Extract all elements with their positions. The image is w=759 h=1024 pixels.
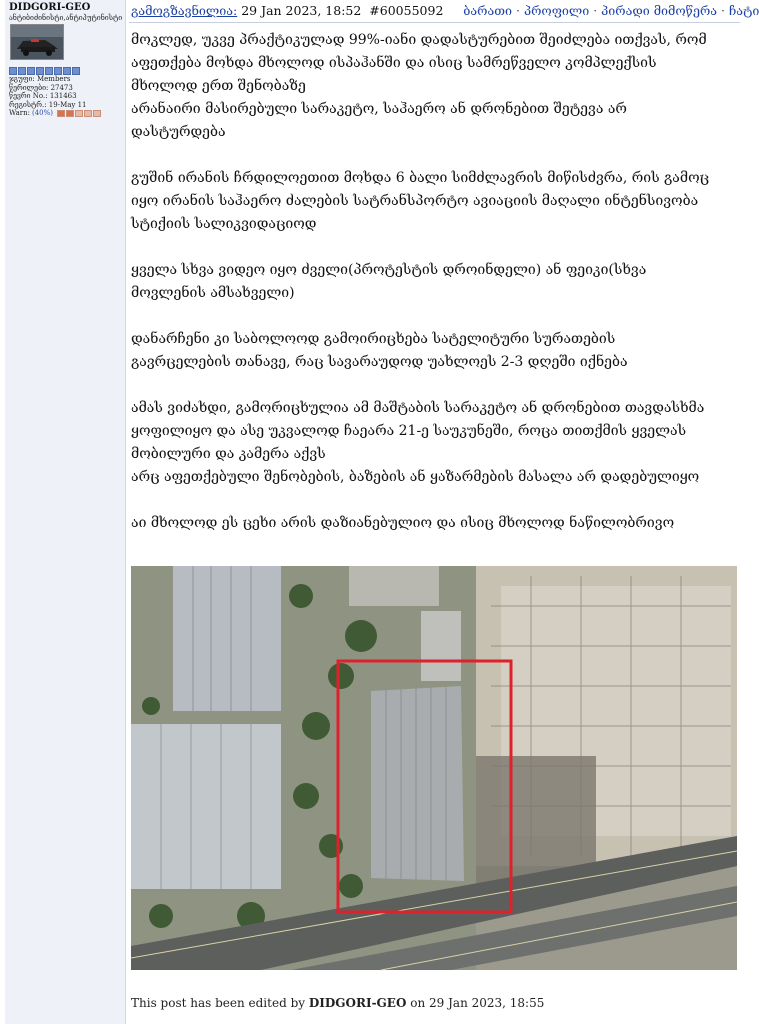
rank-pip bbox=[18, 67, 26, 75]
rank-pip bbox=[72, 67, 80, 75]
post-date: 29 Jan 2023, 18:52 bbox=[241, 3, 362, 18]
post-line: აი მხოლოდ ეს ცეხი არის დაზიანებულიო და ისიც მხოლოდ ნაწილობრივო bbox=[131, 515, 675, 531]
post-line: მობილური და კამერა აქვს bbox=[131, 446, 326, 462]
warn-segment bbox=[66, 110, 74, 117]
rank-pip bbox=[63, 67, 71, 75]
post-line: დასტურდება bbox=[131, 124, 226, 140]
edit-note-on: on bbox=[410, 996, 426, 1010]
author-stats bbox=[9, 75, 101, 118]
post-line: მოკლედ, უკვე პრაქტიკულად 99%-იანი დადასტურებით შეიძლება ითქვას, რომ bbox=[131, 32, 707, 48]
warn-level-bar bbox=[57, 110, 101, 117]
separator: · bbox=[515, 3, 520, 18]
author-member-no: წევრი No.: 131463 bbox=[9, 92, 77, 101]
author-posts: წერილები: 27473 bbox=[9, 83, 73, 92]
paragraph-gap bbox=[131, 144, 741, 167]
post-line: მხოლოდ ერთ შენობაზე bbox=[131, 78, 306, 94]
rank-pip bbox=[36, 67, 44, 75]
post-header bbox=[131, 3, 759, 18]
posted-label[interactable]: გამოგზავნილია: bbox=[131, 3, 238, 18]
author-sidebar bbox=[5, 0, 126, 1024]
edit-note-editor[interactable]: DIDGORI-GEO bbox=[308, 996, 407, 1010]
post-body bbox=[131, 29, 741, 535]
satellite-image[interactable] bbox=[131, 566, 737, 970]
post-line: ყველა სხვა ვიდეო იყო ძველი(პროტესტის დროინდელი) ან ფეიკი(სხვა bbox=[131, 262, 647, 278]
post-line: დანარჩენი კი საბოლოოდ გამოირიცხება სატელიტური სურათების bbox=[131, 331, 616, 347]
post-line: აფეთქება მოხდა მხოლოდ ისპაჰანში და ისიც სამრეწველო კომპლექსის bbox=[131, 55, 657, 71]
link-card[interactable]: ბარათი bbox=[463, 3, 512, 18]
post-line: არანაირი მასირებული სარაკეტო, საჰაერო ან დრონებით შეტევა არ bbox=[131, 101, 627, 117]
rank-pip bbox=[45, 67, 53, 75]
link-profile[interactable]: პროფილი bbox=[523, 3, 590, 18]
post-line: გავრცელების თანავე, რაც სავარაუდოდ უახლოეს 2-3 დღეში იქნება bbox=[131, 354, 628, 370]
rank-pips bbox=[9, 67, 80, 75]
warn-segment bbox=[84, 110, 92, 117]
paragraph-gap bbox=[131, 305, 741, 328]
warn-label: Warn: bbox=[9, 109, 30, 118]
warn-segment bbox=[75, 110, 83, 117]
warn-percent[interactable]: (40%) bbox=[31, 109, 54, 118]
separator: · bbox=[721, 3, 725, 18]
warn-segment bbox=[57, 110, 65, 117]
rank-pip bbox=[54, 67, 62, 75]
post-line: მოვლენის ამსახველი) bbox=[131, 285, 295, 301]
edit-note bbox=[131, 996, 544, 1010]
post-line: სტიქიის სალიკვიდაციოდ bbox=[131, 216, 317, 232]
avatar[interactable] bbox=[10, 24, 64, 60]
paragraph-gap bbox=[131, 374, 741, 397]
post-line: გუშინ ირანის ჩრდილოეთით მოხდა 6 ბალი სიმძლავრის მიწისძვრა, რის გამოც bbox=[131, 170, 710, 186]
separator: · bbox=[593, 3, 598, 18]
warn-segment bbox=[93, 110, 101, 117]
edit-note-time: 29 Jan 2023, 18:55 bbox=[429, 996, 545, 1010]
paragraph-gap bbox=[131, 236, 741, 259]
edit-note-prefix: This post has been edited by bbox=[131, 996, 306, 1010]
author-username[interactable]: DIDGORI-GEO bbox=[9, 2, 91, 13]
post-line: ყოფილიყო და ასე უკვალოდ ჩაეარა 21-ე საუკუნეში, როცა თითქმის ყველას bbox=[131, 423, 687, 439]
author-subtitle: ანტიბიძინისტი,ანტიპუტინისტი bbox=[9, 14, 123, 22]
post-id[interactable]: #60055092 bbox=[369, 3, 444, 18]
author-registered: რეგისტრ.: 19-May 11 bbox=[9, 100, 87, 109]
author-group: ჯგუფი: Members bbox=[9, 75, 71, 83]
header-divider bbox=[129, 22, 740, 23]
rank-pip bbox=[27, 67, 35, 75]
rank-pip bbox=[9, 67, 17, 75]
link-private-message[interactable]: პირადი მიმოწერა bbox=[601, 3, 718, 18]
post-line: იყო ირანის საჰაერო ძალების სატრანსპორტო ავიაციის მაღალი ინტენსივობა bbox=[131, 193, 699, 209]
post-line: არც აფეთქებული შენობების, ბაზების ან ყაზარმების მასალა არ დადებულიყო bbox=[131, 469, 700, 485]
post-line: ამას ვიძახდი, გამორიცხულია ამ მაშტაბის სარაკეტო ან დრონებით თავდასხმა bbox=[131, 400, 705, 416]
link-chat[interactable]: ჩატი bbox=[728, 3, 759, 18]
warn-row bbox=[9, 109, 101, 118]
paragraph-gap bbox=[131, 489, 741, 512]
